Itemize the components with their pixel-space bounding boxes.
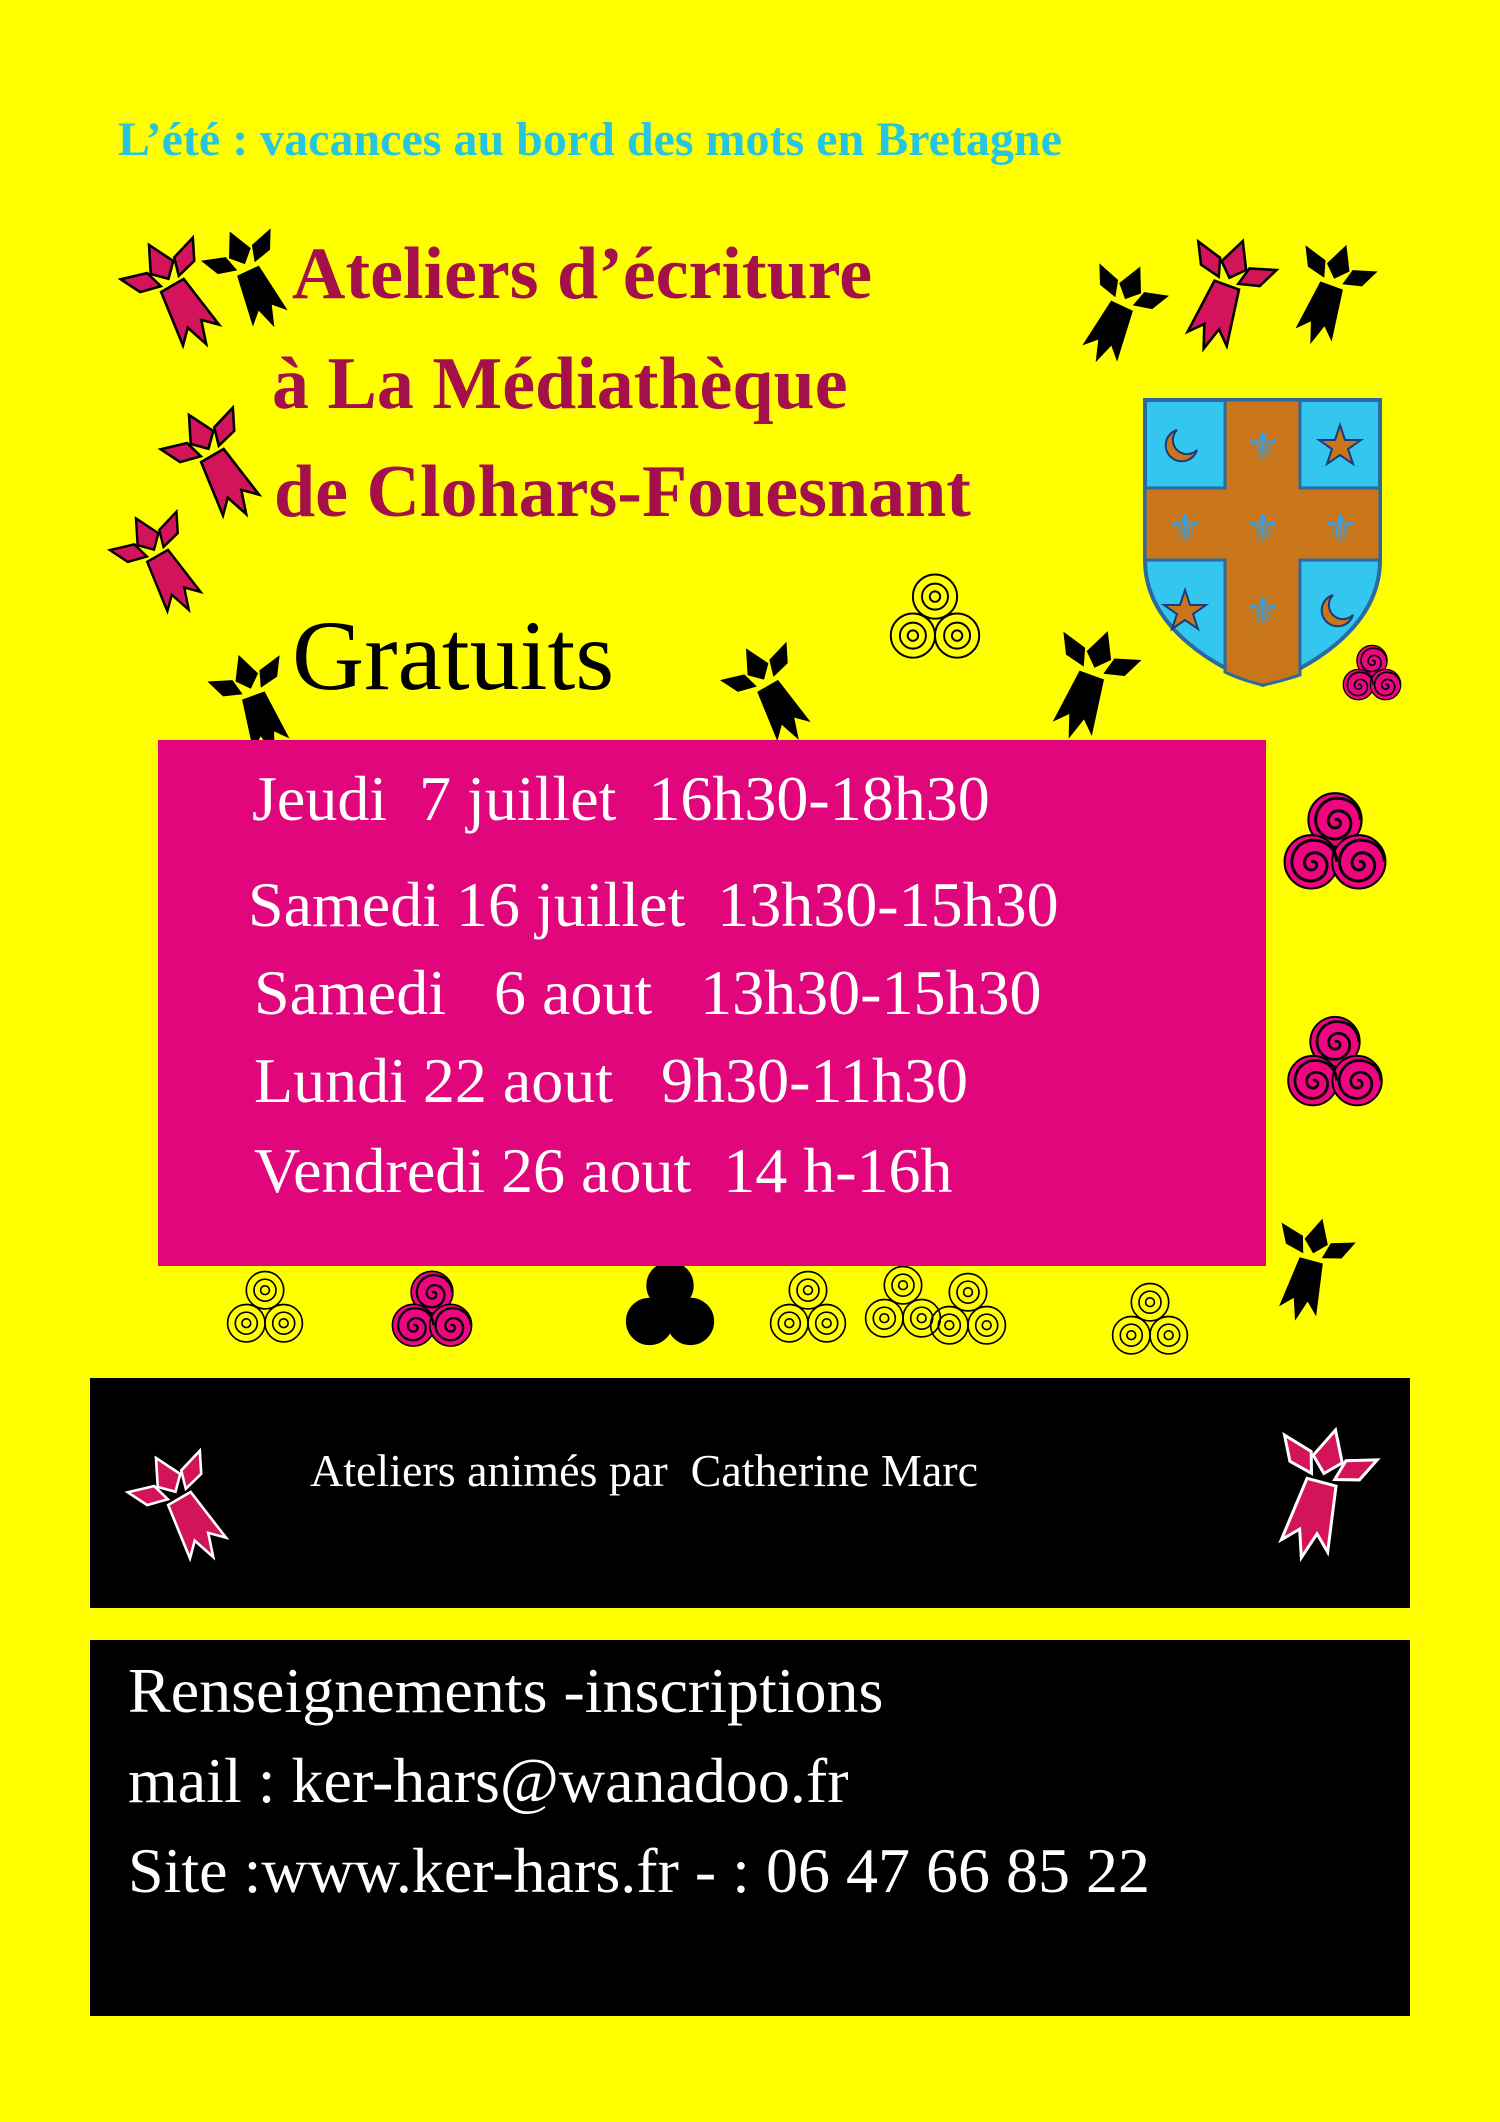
svg-text:⚜: ⚜ bbox=[1167, 506, 1203, 552]
ermine-icon bbox=[153, 394, 282, 535]
schedule-line-5: Vendredi 26 aout 14 h-16h bbox=[254, 1135, 953, 1206]
schedule-line-4: Lundi 22 aout 9h30-11h30 bbox=[254, 1045, 968, 1116]
ermine-icon bbox=[1274, 232, 1382, 357]
animators-box bbox=[90, 1378, 1410, 1608]
schedule-box bbox=[158, 740, 1266, 1266]
schedule-line-2: Samedi 16 juillet 13h30-15h30 bbox=[248, 869, 1059, 940]
triskelion-icon bbox=[866, 1267, 941, 1337]
triskelion-icon bbox=[392, 1271, 471, 1346]
triskelion-icon bbox=[627, 1263, 713, 1345]
triskelion-icon bbox=[931, 1274, 1006, 1344]
triskelion-icon bbox=[1343, 645, 1401, 699]
ermine-icon bbox=[103, 499, 222, 629]
svg-text:⚜: ⚜ bbox=[1245, 506, 1281, 552]
animators-text: Ateliers animés par Catherine Marc bbox=[310, 1445, 979, 1496]
title-line-1: Ateliers d’écriture bbox=[292, 233, 873, 315]
ermine-icon bbox=[1258, 1209, 1360, 1331]
triskelion-icon bbox=[1285, 793, 1386, 888]
title-line-2: à La Médiathèque bbox=[272, 343, 848, 425]
triskelion-icon bbox=[891, 575, 979, 658]
triskelion-icon bbox=[228, 1272, 303, 1342]
triskelion-icon bbox=[771, 1272, 846, 1342]
contact-heading: Renseignements -inscriptions bbox=[128, 1655, 884, 1726]
svg-text:⚜: ⚜ bbox=[1322, 506, 1358, 552]
ermine-icon bbox=[1061, 250, 1175, 378]
svg-text:⚜: ⚜ bbox=[1245, 589, 1281, 635]
triskelion-icon bbox=[1288, 1017, 1382, 1105]
contact-email: mail : ker-hars@wanadoo.fr bbox=[128, 1745, 849, 1816]
price-label: Gratuits bbox=[292, 600, 615, 711]
ermine-icon bbox=[1030, 617, 1147, 753]
tagline: L’été : vacances au bord des mots en Bretagne bbox=[118, 113, 1062, 166]
title-line-3: de Clohars-Fouesnant bbox=[274, 451, 971, 533]
contact-site-phone: Site :www.ker-hars.fr - : 06 47 66 85 22 bbox=[128, 1835, 1150, 1906]
ermine-icon bbox=[1255, 1418, 1382, 1570]
schedule-line-3: Samedi 6 aout 13h30-15h30 bbox=[254, 957, 1042, 1028]
ermine-icon bbox=[113, 224, 242, 365]
svg-text:⚜: ⚜ bbox=[1245, 424, 1281, 470]
contact-box bbox=[90, 1640, 1410, 2016]
schedule-line-1: Jeudi 7 juillet 16h30-18h30 bbox=[252, 763, 990, 834]
coat-of-arms-icon bbox=[1145, 400, 1380, 685]
triskelion-icon bbox=[1113, 1284, 1188, 1354]
ermine-icon bbox=[120, 1437, 249, 1578]
ermine-icon bbox=[1165, 227, 1282, 363]
